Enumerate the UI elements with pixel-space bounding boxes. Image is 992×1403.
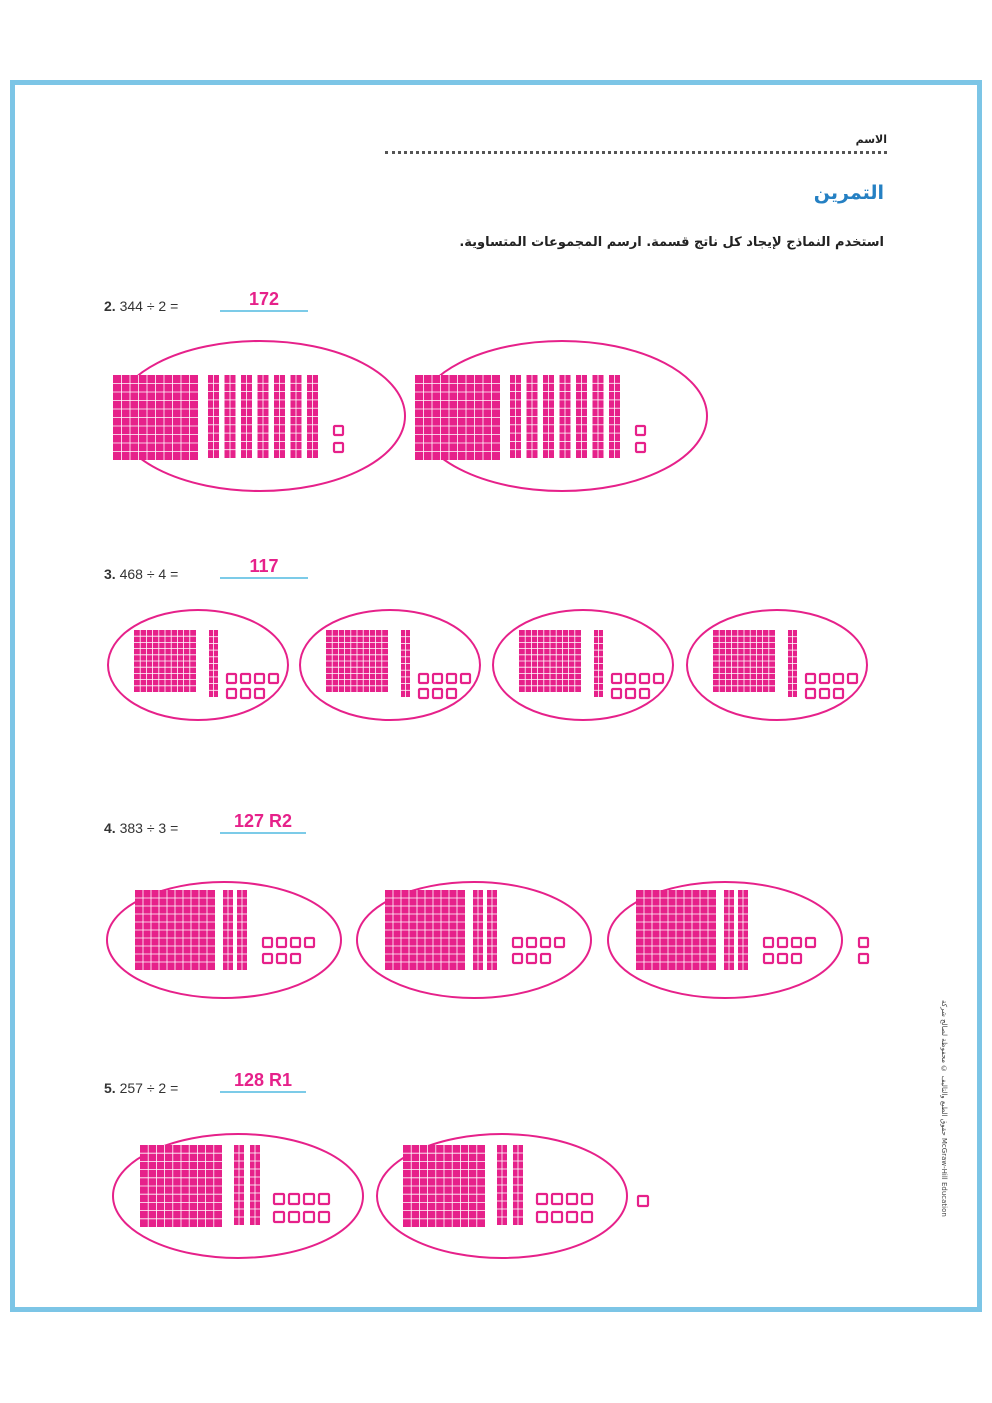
page-title: التمرين	[813, 182, 884, 204]
tens-rod	[209, 630, 218, 697]
ones-cube	[241, 689, 250, 698]
tens-rod	[788, 630, 797, 697]
ones-cube	[859, 938, 868, 947]
hundreds-flat	[403, 1145, 485, 1227]
tens-rod	[401, 630, 410, 697]
ones-cube	[778, 938, 787, 947]
tens-rod	[208, 375, 219, 458]
ones-cube	[567, 1194, 577, 1204]
ones-cube	[552, 1212, 562, 1222]
tens-rod	[241, 375, 252, 458]
tens-rod	[510, 375, 521, 458]
ones-cube	[527, 938, 536, 947]
ones-cube	[636, 426, 645, 435]
hundreds-flat	[140, 1145, 222, 1227]
tens-rod	[543, 375, 554, 458]
ones-cube	[806, 674, 815, 683]
answer-field[interactable]: 172	[220, 290, 308, 312]
ones-cube	[277, 938, 286, 947]
hundreds-flat	[134, 630, 196, 692]
ones-cube	[792, 954, 801, 963]
name-label: الاسم	[855, 133, 887, 146]
problem-number: 5.	[104, 1080, 116, 1096]
ones-cube	[820, 674, 829, 683]
tens-rod	[237, 890, 247, 970]
ones-cube	[638, 1196, 648, 1206]
ones-cube	[255, 674, 264, 683]
tens-rod	[609, 375, 620, 458]
ones-cube	[541, 938, 550, 947]
tens-rod	[527, 375, 538, 458]
ones-cube	[319, 1212, 329, 1222]
problem-number: 4.	[104, 820, 116, 836]
tens-rod	[738, 890, 748, 970]
problem-expression: 257 ÷ 2 =	[119, 1080, 179, 1096]
ones-cube	[555, 938, 564, 947]
ones-cube	[582, 1212, 592, 1222]
ones-cube	[527, 954, 536, 963]
ones-cube	[834, 674, 843, 683]
ones-cube	[263, 954, 272, 963]
ones-cube	[289, 1194, 299, 1204]
ones-cube	[764, 938, 773, 947]
ones-cube	[433, 674, 442, 683]
hundreds-flat	[636, 890, 716, 970]
hundreds-flat	[326, 630, 388, 692]
ones-cube	[255, 689, 264, 698]
ones-cube	[636, 443, 645, 452]
hundreds-flat	[113, 375, 198, 460]
tens-rod	[473, 890, 483, 970]
ones-cube	[820, 689, 829, 698]
tens-rod	[223, 890, 233, 970]
hundreds-flat	[519, 630, 581, 692]
tens-rod	[497, 1145, 507, 1225]
ones-cube	[626, 674, 635, 683]
tens-rod	[724, 890, 734, 970]
ones-cube	[241, 674, 250, 683]
ones-cube	[319, 1194, 329, 1204]
ones-cube	[552, 1194, 562, 1204]
problem-expression: 383 ÷ 3 =	[119, 820, 179, 836]
tens-rod	[560, 375, 571, 458]
problem-number: 2.	[104, 298, 116, 314]
ones-cube	[274, 1194, 284, 1204]
ones-cube	[227, 689, 236, 698]
tens-rod	[234, 1145, 244, 1225]
ones-cube	[419, 674, 428, 683]
ones-cube	[626, 689, 635, 698]
ones-cube	[567, 1212, 577, 1222]
tens-rod	[594, 630, 603, 697]
tens-rod	[487, 890, 497, 970]
ones-cube	[447, 689, 456, 698]
tens-rod	[258, 375, 269, 458]
answer-field[interactable]: 127 R2	[220, 812, 306, 834]
ones-cube	[274, 1212, 284, 1222]
tens-rod	[225, 375, 236, 458]
ones-cube	[263, 938, 272, 947]
tens-rod	[593, 375, 604, 458]
tens-rod	[250, 1145, 260, 1225]
ones-cube	[433, 689, 442, 698]
ones-cube	[764, 954, 773, 963]
ones-cube	[304, 1212, 314, 1222]
ones-cube	[291, 954, 300, 963]
ones-cube	[291, 938, 300, 947]
ones-cube	[640, 674, 649, 683]
tens-rod	[274, 375, 285, 458]
hundreds-flat	[415, 375, 500, 460]
ones-cube	[537, 1212, 547, 1222]
tens-rod	[576, 375, 587, 458]
ones-cube	[304, 1194, 314, 1204]
ones-cube	[582, 1194, 592, 1204]
ones-cube	[792, 938, 801, 947]
ones-cube	[806, 689, 815, 698]
ones-cube	[419, 689, 428, 698]
tens-rod	[291, 375, 302, 458]
ones-cube	[227, 674, 236, 683]
ones-cube	[612, 689, 621, 698]
hundreds-flat	[385, 890, 465, 970]
ones-cube	[269, 674, 278, 683]
problem-number: 3.	[104, 566, 116, 582]
hundreds-flat	[135, 890, 215, 970]
ones-cube	[612, 674, 621, 683]
ones-cube	[334, 443, 343, 452]
ones-cube	[461, 674, 470, 683]
ones-cube	[640, 689, 649, 698]
tens-rod	[307, 375, 318, 458]
ones-cube	[537, 1194, 547, 1204]
ones-cube	[277, 954, 286, 963]
answer-field[interactable]: 128 R1	[220, 1071, 306, 1093]
ones-cube	[289, 1212, 299, 1222]
hundreds-flat	[713, 630, 775, 692]
ones-cube	[447, 674, 456, 683]
tens-rod	[513, 1145, 523, 1225]
ones-cube	[806, 938, 815, 947]
problem-expression: 344 ÷ 2 =	[119, 298, 179, 314]
ones-cube	[541, 954, 550, 963]
answer-field[interactable]: 117	[220, 557, 308, 579]
ones-cube	[834, 689, 843, 698]
ones-cube	[778, 954, 787, 963]
ones-cube	[334, 426, 343, 435]
ones-cube	[859, 954, 868, 963]
copyright-note: حقوق الطبع والتأليف © محفوظة لصالح شركة McGraw-Hill Education	[940, 1000, 948, 1217]
ones-cube	[513, 954, 522, 963]
ones-cube	[513, 938, 522, 947]
ones-cube	[654, 674, 663, 683]
problem-expression: 468 ÷ 4 =	[119, 566, 179, 582]
ones-cube	[848, 674, 857, 683]
instructions: استخدم النماذج لإيجاد كل ناتج قسمة. ارسم المجموعات المتساوية.	[459, 235, 884, 250]
ones-cube	[305, 938, 314, 947]
